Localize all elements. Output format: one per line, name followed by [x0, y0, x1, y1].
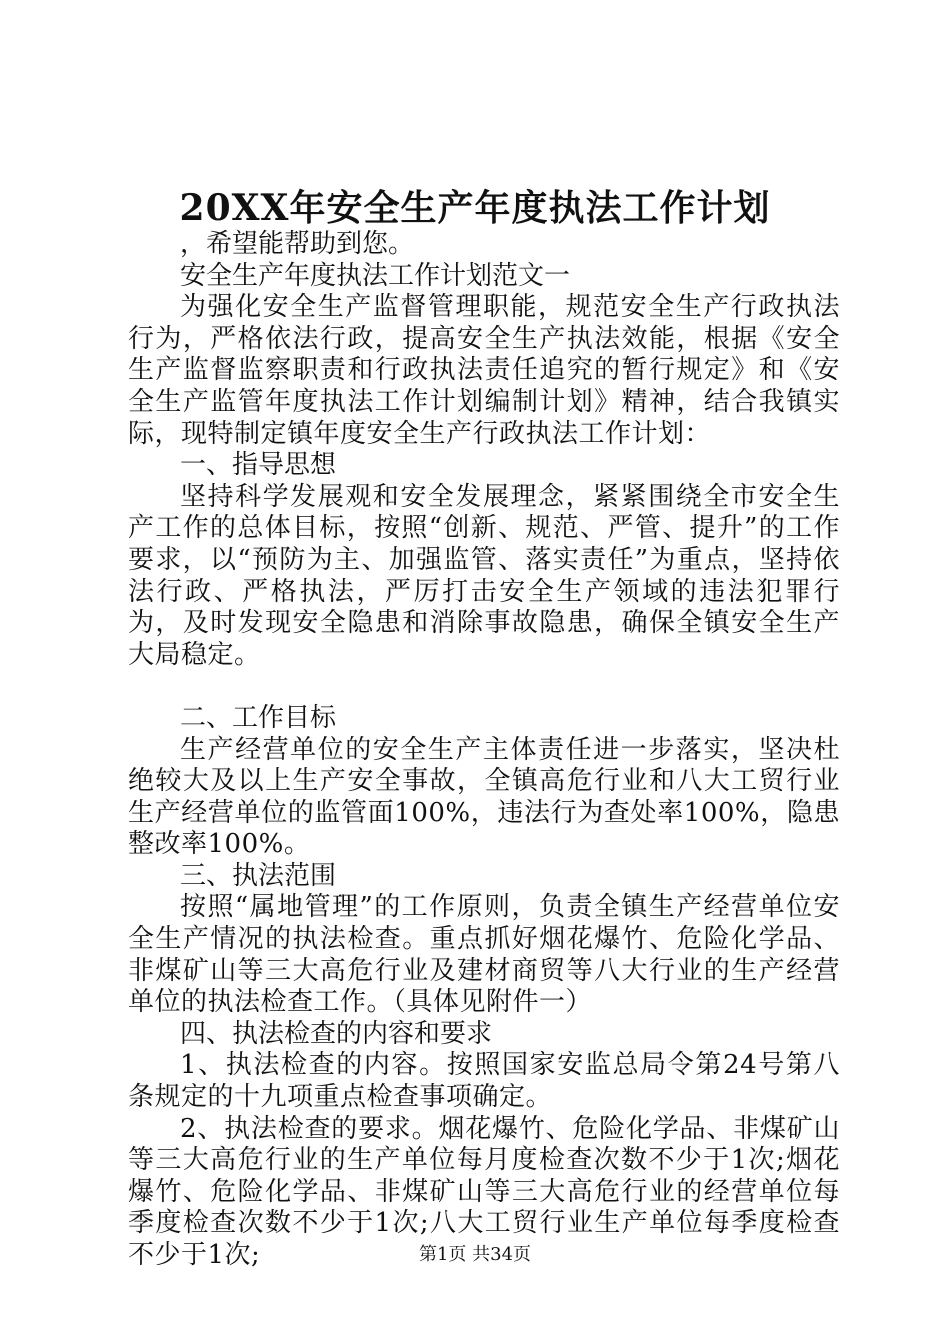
- section-heading-inspection-content: 四、执法检查的内容和要求: [180, 1018, 493, 1049]
- blank-line: [128, 671, 840, 703]
- page-number-footer: 第1页 共34页: [418, 1244, 532, 1265]
- paragraph-intro: 为强化安全生产监督管理职能，规范安全生产行政执法行为，严格依法行政，提高安全生产执法效能，根据《安全生产监督监察职责和行政执法责任追究的暂行规定》和《安全生产监管年度执法工作计划编制计划》精神，结合我镇实际，现特制定镇年度安全生产行政执法工作计划：: [128, 292, 840, 449]
- paragraph-guiding-ideology: 坚持科学发展观和安全发展理念，紧紧围绕全市安全生产工作的总体目标，按照“创新、规范、严管、提升”的工作要求，以“预防为主、加强监管、落实责任”为重点，坚持依法行政、严格执法，严厉打击安全生产领域的违法犯罪行为，及时发现安全隐患和消除事故隐患，确保全镇安全生产大局稳定。: [128, 481, 840, 670]
- paragraph-inspection-content: 1、执法检查的内容。按照国家安监总局令第24号第八条规定的十九项重点检查事项确定。: [128, 1050, 840, 1113]
- section-heading-work-goals: 二、工作目标: [180, 702, 337, 733]
- paragraph-work-goals: 生产经营单位的安全生产主体责任进一步落实，坚决杜绝较大及以上生产安全事故，全镇高危行业和八大工贸行业生产经营单位的监管面100%，违法行为查处率100%，隐患整改率100%。: [128, 734, 840, 860]
- document-body: [128, 229, 840, 1272]
- paragraph-inspection-requirements: 2、执法检查的要求。烟花爆竹、危险化学品、非煤矿山等三大高危行业的生产单位每月度检查次数不少于1次;烟花爆竹、危险化学品、非煤矿山等三大高危行业的经营单位每季度检查次数不少于1次;八大工贸行业生产单位每季度检查不少于1次;: [128, 1113, 840, 1270]
- paragraph-greeting: ，希望能帮助到您。: [180, 229, 415, 259]
- document-title: 20XX年安全生产年度执法工作计划: [179, 187, 771, 229]
- section-heading-guiding-ideology: 一、指导思想: [180, 450, 337, 481]
- paragraph-sample-heading: 安全生产年度执法工作计划范文一: [180, 260, 571, 291]
- section-heading-enforcement-scope: 三、执法范围: [180, 860, 337, 891]
- paragraph-enforcement-scope: 按照“属地管理”的工作原则，负责全镇生产经营单位安全生产情况的执法检查。重点抓好烟花爆竹、危险化学品、非煤矿山等三大高危行业及建材商贸等八大行业的生产经营单位的执法检查工作。（具体见附件一）: [128, 892, 840, 1018]
